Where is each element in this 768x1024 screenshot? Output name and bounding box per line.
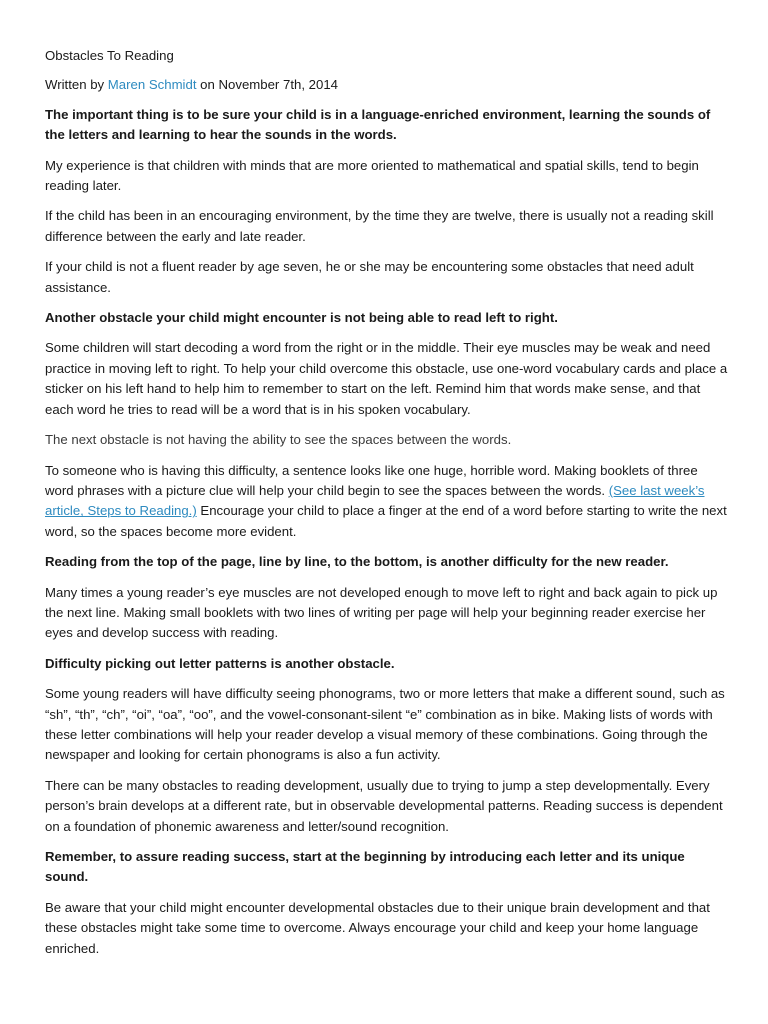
- subheading-paragraph: Difficulty picking out letter patterns is another obstacle.: [45, 655, 395, 671]
- body-paragraph: Some children will start decoding a word from the right or in the middle. Their eye muscles may be weak and need practice in moving left to right. To help your child overcome this obstacle, use one-word vocabulary cards and place a sticker on his left hand to help him to remember to start on the left. Remind him that words make sense, and that each word he tries to read will be a word that is in his spoken vocabulary.: [45, 340, 728, 417]
- subheading-paragraph: Remember, to assure reading success, start at the beginning by introducing each letter and its unique sound.: [45, 849, 685, 885]
- subheading-paragraph: Reading from the top of the page, line by line, to the bottom, is another difficulty for the new reader.: [45, 554, 669, 570]
- article-title: Obstacles To Reading: [45, 48, 174, 63]
- body-paragraph: If the child has been in an encouraging environment, by the time they are twelve, there is usually not a reading skill difference between the early and late reader.: [45, 208, 714, 244]
- intro-bold-paragraph: The important thing is to be sure your child is in a language-enriched environment, learning the sounds of the letters and learning to hear the sounds in the words.: [45, 106, 711, 143]
- steps-to-reading-link[interactable]: (See last week’s article, Steps to Reading.): [45, 482, 705, 519]
- body-paragraph: My experience is that children with minds that are more oriented to mathematical and spatial skills, tend to begin reading later.: [45, 157, 699, 194]
- byline-date: on November 7th, 2014: [200, 77, 338, 93]
- body-paragraph: Many times a young reader’s eye muscles are not developed enough to move left to right and back again to pick up the next line. Making small booklets with two lines of writing per page will help your beginning reader exercise her eyes and develop success with reading.: [45, 584, 718, 641]
- body-paragraph: There can be many obstacles to reading development, usually due to trying to jump a step developmentally. Every person’s brain develops at a different rate, but in observable developmental patterns. Reading success is dependent on a foundation of phonemic awareness and letter/sound recognition.: [45, 777, 723, 834]
- subheading-paragraph: Another obstacle your child might encounter is not being able to read left to right.: [45, 310, 558, 326]
- body-paragraph: Be aware that your child might encounter developmental obstacles due to their unique brain development and that these obstacles might take some time to overcome. Always encourage your child and keep your home language enriched.: [45, 899, 710, 956]
- body-paragraph-with-link: [45, 461, 728, 543]
- paragraph-text: Encourage your child to place a finger at the end of a word before starting to write the next word, so the spaces become more evident.: [45, 503, 727, 539]
- body-paragraph: If your child is not a fluent reader by age seven, he or she may be encountering some obstacles that need adult assistance.: [45, 259, 694, 295]
- subheading-paragraph: The next obstacle is not having the ability to see the spaces between the words.: [45, 432, 512, 448]
- author-name[interactable]: Maren Schmidt: [107, 77, 197, 93]
- paragraph-text: To someone who is having this difficulty, a sentence looks like one huge, horrible word. Making booklets of three word phrases with a picture clue will help your child begin to see the spaces between the words.: [45, 462, 698, 498]
- byline-prefix: Written by: [45, 77, 105, 93]
- byline: [45, 75, 728, 95]
- body-paragraph: Some young readers will have difficulty seeing phonograms, two or more letters that make a different sound, such as “sh”, “th”, “ch”, “oi”, “oa”, “oo”, and the vowel-consonant-silent “e” combination as in bike. Making lists of words with these letter combinations will help your reader develop a visual memory of these combinations. Going through the newspaper and looking for certain phonograms is also a fun activity.: [45, 686, 725, 763]
